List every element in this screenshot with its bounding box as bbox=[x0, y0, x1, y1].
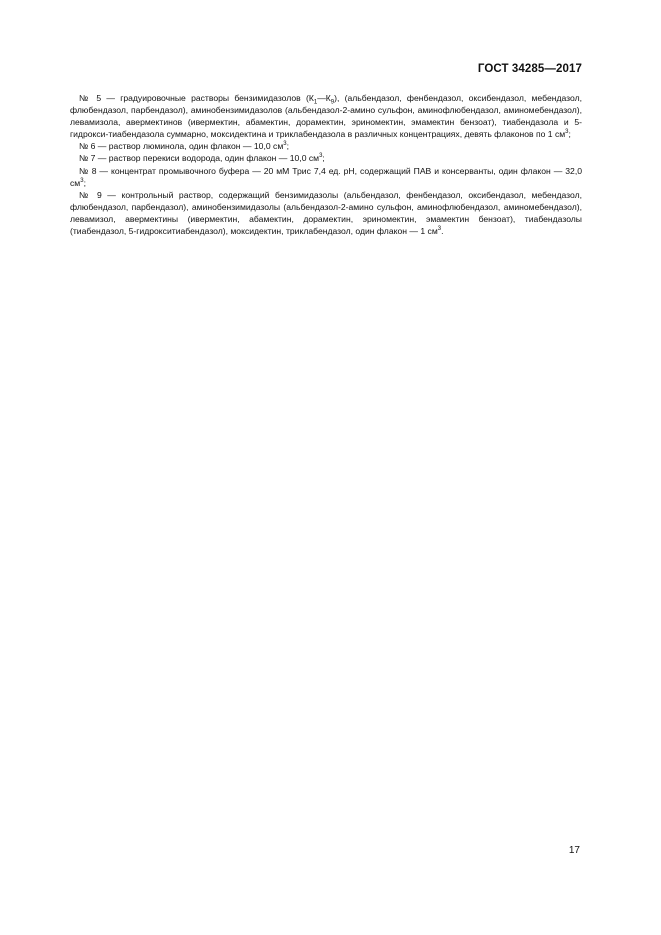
list-item-7: № 7 — раствор перекиси водорода, один флакон — 10,0 $см^3$; bbox=[79, 153, 325, 164]
page-number: 17 bbox=[568, 845, 580, 856]
list-item-9: № 9 — контрольный раствор, содержащий бензимидазолы (альбендазол, фенбендазол, оксибендазол, мебендазол, флюбендазол, парбендазол), аминобензимидазолы (альбендазол-2-амино сульфон, аминофлюбендазол, аминомебендазол), левамизол, авермектины (ивермектин, абамектин, дорамектин, эриномектин, эмамектин бензоат), тиабендазолы (тиабендазол, 5-гидрокситиабендазол), моксидектин, триклабендазол, один флакон — 1 $см^3$. bbox=[70, 189, 582, 237]
document-body bbox=[70, 92, 582, 237]
list-item-5: № 5 — градуировочные растворы бензимидазолов $(К_1—К_9)$, (альбендазол, фенбендазол, оксибендазол, мебендазол, флюбендазол, парбендазол), аминобензимидазолов (альбендазол-2-амино сульфон, аминофлюбендазол, аминомебендазол), левамизола, авермектинов (ивермектин, абамектин, дорамектин, эриномектин, эмамектин бензоат), тиабендазола и 5-гидрокси-тиабендазола суммарно, моксидектина и триклабендазола в различных концентрациях, девять флаконов по 1 $см^3$; bbox=[70, 93, 582, 140]
list-item-8: № 8 — концентрат промывочного буфера — 20 мМ Трис 7,4 ед. рН, содержащий ПАВ и консерванты, один флакон — 32,0 $см^3$; bbox=[70, 165, 582, 188]
list-item-6: № 6 — раствор люминола, один флакон — 10,0 $см^3$; bbox=[79, 141, 289, 152]
document-standard-number: ГОСТ 34285—2017 bbox=[477, 63, 582, 75]
